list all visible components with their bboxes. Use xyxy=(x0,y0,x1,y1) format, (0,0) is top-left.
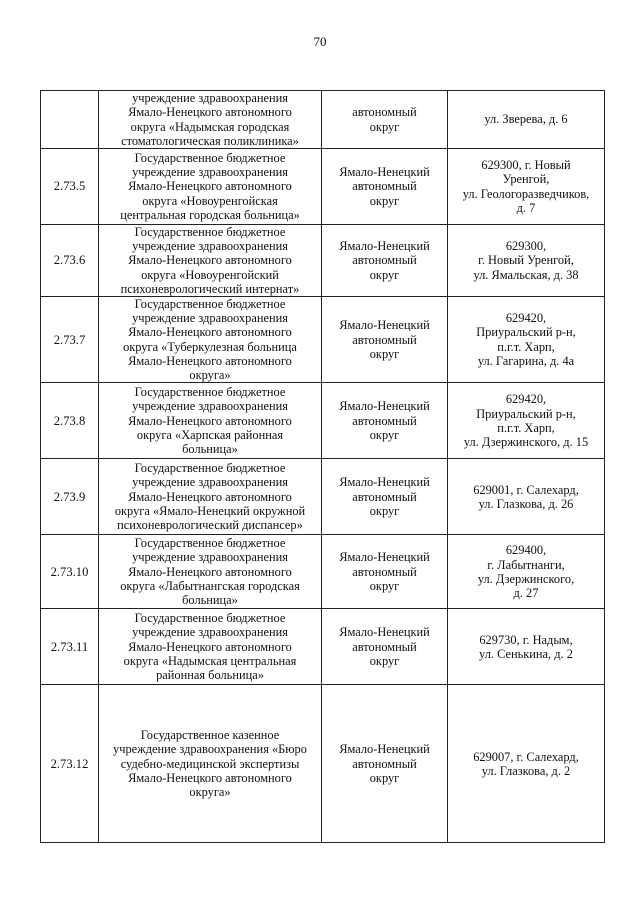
region-cell xyxy=(322,91,448,149)
institution-name-line: округа «Туберкулезная больница xyxy=(123,339,297,354)
institution-name-line: округа «Харпская районная xyxy=(136,427,284,442)
institution-name-line: учреждение здравоохранения xyxy=(132,311,288,326)
region-cell-line: Ямало-Ненецкий xyxy=(339,318,430,333)
institution-name-line: психоневрологический интернат» xyxy=(120,281,300,296)
address-cell-line: Приуральский р-н, xyxy=(476,406,576,421)
row-number: 2.73.8 xyxy=(41,383,99,459)
region-cell-line: Ямало-Ненецкий xyxy=(339,239,430,254)
address-cell-line: д. 27 xyxy=(513,585,539,600)
address-cell-line: 629300, xyxy=(505,239,547,254)
region-cell-line: округ xyxy=(369,267,400,282)
address-cell xyxy=(448,225,605,297)
address-cell-line: 629730, г. Надым, xyxy=(479,632,573,647)
region-cell-line: округ xyxy=(369,346,400,361)
region-cell-line: автономный xyxy=(352,332,417,347)
institution-name xyxy=(99,459,322,535)
address-cell-line: 629400, xyxy=(505,543,547,558)
address-cell-line: ул. Сенькина, д. 2 xyxy=(479,646,573,661)
row-number: 2.73.10 xyxy=(41,535,99,609)
address-cell-line: ул. Глазкова, д. 2 xyxy=(481,763,571,778)
registry-table xyxy=(40,90,605,843)
institution-name-line: больница» xyxy=(182,593,238,608)
address-cell xyxy=(448,297,605,383)
institution-name xyxy=(99,91,322,149)
region-cell-line: автономный xyxy=(352,105,417,120)
region-cell-line: Ямало-Ненецкий xyxy=(339,625,430,640)
institution-name-line: Ямало-Ненецкого автономного xyxy=(128,325,292,340)
institution-name-line: округа «Надымская городская xyxy=(130,119,290,134)
address-cell xyxy=(448,609,605,685)
region-cell-line: округ xyxy=(369,653,400,668)
institution-name xyxy=(99,383,322,459)
address-cell-line: ул. Геологоразведчиков, xyxy=(462,186,590,201)
address-cell-line: 629420, xyxy=(505,311,547,326)
institution-name-line: Государственное бюджетное xyxy=(134,150,286,165)
institution-name-line: учреждение здравоохранения xyxy=(132,475,288,490)
institution-name-line: учреждение здравоохранения xyxy=(132,550,288,565)
institution-name-line: Ямало-Ненецкого автономного xyxy=(128,639,292,654)
row-number: 2.73.7 xyxy=(41,297,99,383)
region-cell xyxy=(322,459,448,535)
region-cell-line: Ямало-Ненецкий xyxy=(339,475,430,490)
region-cell xyxy=(322,297,448,383)
institution-name-line: стоматологическая поликлиника» xyxy=(121,133,299,148)
region-cell xyxy=(322,383,448,459)
region-cell-line: Ямало-Ненецкий xyxy=(339,550,430,565)
institution-name xyxy=(99,609,322,685)
institution-name-line: округа» xyxy=(189,785,231,800)
institution-name-line: учреждение здравоохранения «Бюро xyxy=(113,742,307,757)
institution-name-line: Ямало-Ненецкого автономного xyxy=(128,564,292,579)
address-cell-line: ул. Зверева, д. 6 xyxy=(484,112,568,127)
region-cell-line: округ xyxy=(369,119,400,134)
institution-name-line: округа «Новоуренгойский xyxy=(141,267,279,282)
address-cell-line: 629300, г. Новый xyxy=(481,158,571,173)
region-cell-line: автономный xyxy=(352,413,417,428)
address-cell-line: ул. Гагарина, д. 4а xyxy=(477,353,575,368)
table-row xyxy=(41,149,605,225)
address-cell-line: ул. Дзержинского, д. 15 xyxy=(463,434,589,449)
region-cell-line: автономный xyxy=(352,179,417,194)
institution-name xyxy=(99,685,322,843)
institution-name-line: округа» xyxy=(189,368,231,383)
region-cell xyxy=(322,149,448,225)
institution-name-line: Ямало-Ненецкого автономного xyxy=(128,770,292,785)
region-cell-line: округ xyxy=(369,770,400,785)
institution-name-line: Государственное бюджетное xyxy=(134,461,286,476)
institution-name-line: Ямало-Ненецкого автономного xyxy=(128,489,292,504)
institution-name-line: Ямало-Ненецкого автономного xyxy=(128,413,292,428)
institution-name-line: районная больница» xyxy=(156,668,264,683)
institution-name-line: учреждение здравоохранения xyxy=(132,91,288,106)
institution-name-line: учреждение здравоохранения xyxy=(132,399,288,414)
region-cell-line: Ямало-Ненецкий xyxy=(339,399,430,414)
region-cell-line: округ xyxy=(369,503,400,518)
institution-name-line: судебно-медицинской экспертизы xyxy=(120,756,300,771)
row-number: 2.73.12 xyxy=(41,685,99,843)
institution-name-line: Ямало-Ненецкого автономного xyxy=(128,253,292,268)
table-row xyxy=(41,535,605,609)
region-cell-line: округ xyxy=(369,578,400,593)
table-row xyxy=(41,685,605,843)
region-cell-line: Ямало-Ненецкий xyxy=(339,742,430,757)
row-number: 2.73.9 xyxy=(41,459,99,535)
institution-name-line: Государственное бюджетное xyxy=(134,385,286,400)
table-row xyxy=(41,383,605,459)
institution-name-line: больница» xyxy=(182,442,238,457)
address-cell-line: 629001, г. Салехард, xyxy=(473,482,579,497)
address-cell-line: г. Лабытнанги, xyxy=(487,557,565,572)
institution-name-line: Государственное бюджетное xyxy=(134,297,286,312)
institution-name xyxy=(99,535,322,609)
address-cell-line: ул. Ямальская, д. 38 xyxy=(473,267,579,282)
region-cell-line: автономный xyxy=(352,253,417,268)
address-cell-line: ул. Глазкова, д. 26 xyxy=(478,496,574,511)
region-cell xyxy=(322,225,448,297)
institution-name-line: Государственное бюджетное xyxy=(134,611,286,626)
address-cell xyxy=(448,149,605,225)
table-row xyxy=(41,297,605,383)
row-number xyxy=(41,91,99,149)
region-cell-line: округ xyxy=(369,427,400,442)
institution-name-line: округа «Ямало-Ненецкий окружной xyxy=(114,503,306,518)
address-cell xyxy=(448,685,605,843)
institution-name-line: учреждение здравоохранения xyxy=(132,165,288,180)
table-row xyxy=(41,91,605,149)
region-cell-line: округ xyxy=(369,193,400,208)
address-cell xyxy=(448,459,605,535)
institution-name-line: Государственное казенное xyxy=(140,728,280,743)
region-cell-line: автономный xyxy=(352,639,417,654)
address-cell xyxy=(448,91,605,149)
region-cell-line: автономный xyxy=(352,756,417,771)
row-number: 2.73.6 xyxy=(41,225,99,297)
row-number: 2.73.11 xyxy=(41,609,99,685)
region-cell xyxy=(322,685,448,843)
address-cell xyxy=(448,535,605,609)
page-number: 70 xyxy=(313,34,327,49)
address-cell-line: 629007, г. Салехард, xyxy=(473,749,579,764)
institution-name-line: Государственное бюджетное xyxy=(134,536,286,551)
region-cell xyxy=(322,535,448,609)
institution-name-line: Ямало-Ненецкого автономного xyxy=(128,179,292,194)
institution-name-line: психоневрологический диспансер» xyxy=(117,518,303,533)
region-cell xyxy=(322,609,448,685)
region-cell-line: автономный xyxy=(352,489,417,504)
institution-name xyxy=(99,225,322,297)
address-cell-line: Приуральский р-н, xyxy=(476,325,576,340)
region-cell-line: автономный xyxy=(352,564,417,579)
institution-name-line: Ямало-Ненецкого автономного xyxy=(128,353,292,368)
address-cell-line: ул. Дзержинского, xyxy=(477,571,575,586)
institution-name-line: округа «Новоуренгойская xyxy=(142,193,278,208)
institution-name-line: Ямало-Ненецкого автономного xyxy=(128,105,292,120)
region-cell-line: Ямало-Ненецкий xyxy=(339,165,430,180)
address-cell-line: г. Новый Уренгой, xyxy=(478,253,574,268)
institution-name-line: округа «Надымская центральная xyxy=(123,653,297,668)
table-row xyxy=(41,609,605,685)
institution-name-line: учреждение здравоохранения xyxy=(132,239,288,254)
institution-name-line: округа «Лабытнангская городская xyxy=(120,578,300,593)
row-number: 2.73.5 xyxy=(41,149,99,225)
institution-name-line: центральная городская больница» xyxy=(120,207,300,222)
address-cell xyxy=(448,383,605,459)
institution-name-line: Государственное бюджетное xyxy=(134,225,286,239)
table-row xyxy=(41,459,605,535)
institution-name xyxy=(99,297,322,383)
address-cell-line: п.г.т. Харп, xyxy=(497,420,555,435)
table-row xyxy=(41,225,605,297)
address-cell-line: д. 7 xyxy=(516,200,536,215)
address-cell-line: 629420, xyxy=(505,392,547,407)
institution-name xyxy=(99,149,322,225)
address-cell-line: Уренгой, xyxy=(502,172,550,187)
address-cell-line: п.г.т. Харп, xyxy=(497,339,555,354)
institution-name-line: учреждение здравоохранения xyxy=(132,625,288,640)
